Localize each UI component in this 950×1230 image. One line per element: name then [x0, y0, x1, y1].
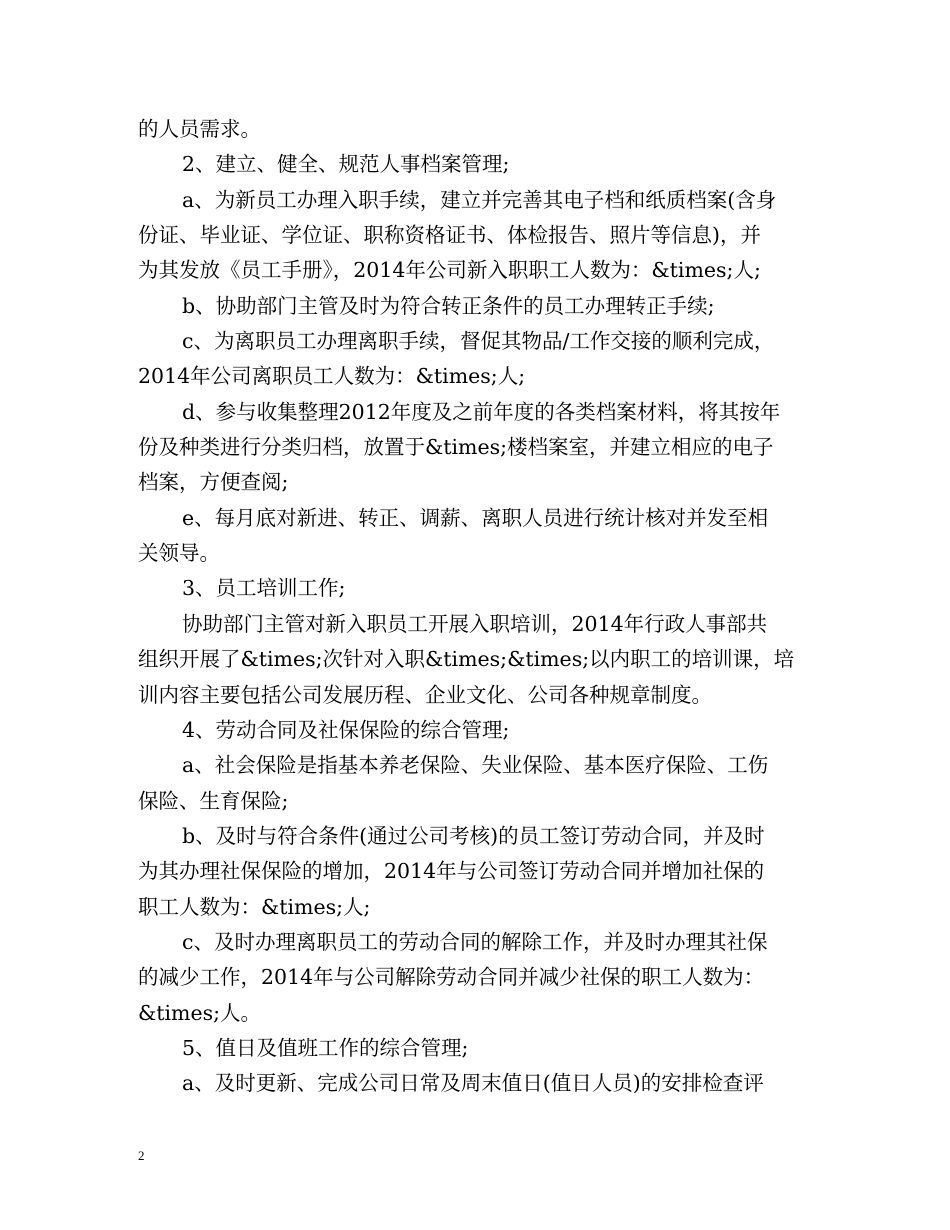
text-line: 份证、毕业证、学位证、职称资格证书、体检报告、照片等信息)，并	[138, 223, 761, 248]
text-line: 份及种类进行分类归档，放置于&times;楼档案室，并建立相应的电子	[138, 435, 774, 460]
text-line: a、为新员工办理入职手续，建立并完善其电子档和纸质档案(含身	[182, 187, 777, 212]
document-body	[138, 112, 818, 1102]
text-line: c、为离职员工办理离职手续，督促其物品/工作交接的顺利完成，	[182, 329, 775, 354]
text-line: 2、建立、健全、规范人事档案管理;	[182, 152, 510, 177]
text-line: 档案，方便查阅;	[138, 470, 289, 495]
text-line: 3、员工培训工作;	[182, 576, 346, 601]
text-line: 的人员需求。	[138, 117, 261, 141]
text-line: e、每月底对新进、转正、调薪、离职人员进行统计核对并发至相	[182, 505, 769, 530]
text-line: d、参与收集整理2012年度及之前年度的各类档案材料，将其按年	[182, 399, 781, 424]
text-line: &times;人。	[138, 1000, 262, 1025]
text-line: c、及时办理离职员工的劳动合同的解除工作，并及时办理其社保	[182, 929, 768, 954]
text-line: 5、值日及值班工作的综合管理;	[182, 1035, 469, 1060]
text-line: a、社会保险是指基本养老保险、失业保险、基本医疗保险、工伤	[182, 753, 769, 778]
text-line: 4、劳动合同及社保保险的综合管理;	[182, 717, 510, 742]
text-line: 为其办理社保保险的增加，2014年与公司签订劳动合同并增加社保的	[138, 859, 765, 884]
text-line: b、协助部门主管及时为符合转正条件的员工办理转正手续;	[182, 293, 715, 318]
text-line: 组织开展了&times;次针对入职&times;&times;以内职工的培训课，培	[138, 647, 795, 672]
text-line: a、及时更新、完成公司日常及周末值日(值日人员)的安排检查评	[182, 1071, 764, 1096]
text-line: 训内容主要包括公司发展历程、企业文化、公司各种规章制度。	[138, 682, 712, 707]
text-line: 的减少工作，2014年与公司解除劳动合同并减少社保的职工人数为：	[138, 965, 765, 990]
text-line: 为其发放《员工手册》，2014年公司新入职职工人数为：&times;人;	[138, 258, 761, 283]
text-line: 关领导。	[138, 541, 220, 566]
page-number: 2	[138, 1148, 145, 1163]
text-line: 协助部门主管对新入职员工开展入职培训，2014年行政人事部共	[182, 611, 768, 636]
text-line: 职工人数为：&times;人;	[138, 894, 371, 919]
text-line: 保险、生育保险;	[138, 788, 289, 813]
text-line: 2014年公司离职员工人数为：&times;人;	[138, 364, 526, 389]
text-line: b、及时与符合条件(通过公司考核)的员工签订劳动合同，并及时	[182, 823, 765, 848]
